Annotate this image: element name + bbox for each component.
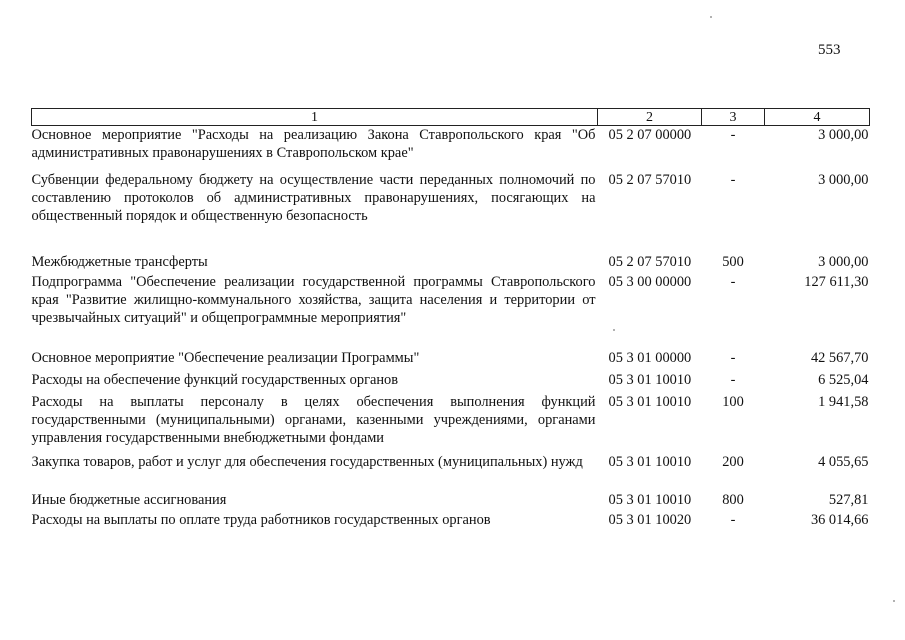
page-number: 553: [818, 42, 841, 58]
table-header: [32, 109, 870, 126]
table-body: [32, 126, 870, 532]
table-row: [32, 171, 870, 253]
row-type: -: [730, 127, 736, 143]
row-type: -: [730, 350, 736, 366]
row-sum: 6 525,04: [818, 372, 869, 388]
row-sum: 36 014,66: [810, 512, 869, 528]
row-code: 05 3 01 10010: [608, 492, 692, 508]
header-col-2: 2: [598, 109, 702, 126]
row-type: -: [730, 172, 736, 188]
row-sum: 127 611,30: [804, 274, 869, 290]
row-type: -: [730, 274, 736, 290]
table-row: [32, 491, 870, 511]
row-code: 05 3 01 10010: [608, 454, 692, 470]
row-name: Межбюджетные трансферты: [31, 254, 208, 270]
row-type: -: [730, 372, 736, 388]
row-type: 200: [722, 454, 744, 470]
row-sum: 3 000,00: [818, 172, 869, 188]
row-code: 05 3 01 00000: [608, 350, 692, 366]
row-name: Основное мероприятие "Расходы на реализацию Закона Ставропольского края "Об административных правонарушениях в Ставропольском крае": [31, 127, 596, 161]
row-name: Иные бюджетные ассигнования: [31, 492, 227, 508]
header-row: [32, 109, 870, 126]
scan-speck: [710, 16, 712, 18]
row-type: 100: [722, 394, 744, 410]
header-col-4: 4: [765, 109, 870, 126]
row-name: Расходы на выплаты по оплате труда работников государственных органов: [31, 512, 491, 528]
row-sum: 3 000,00: [818, 127, 869, 143]
table-row: [32, 453, 870, 491]
scan-speck: [893, 600, 895, 602]
row-sum: 527,81: [828, 492, 869, 508]
row-sum: 1 941,58: [818, 394, 869, 410]
row-code: 05 2 07 00000: [608, 127, 692, 143]
row-code: 05 3 00 00000: [608, 274, 692, 290]
row-sum: 42 567,70: [810, 350, 869, 366]
table-row: [32, 253, 870, 273]
row-code: 05 3 01 10020: [608, 512, 692, 528]
row-sum: 3 000,00: [818, 254, 869, 270]
row-name: Субвенции федеральному бюджету на осуществление части переданных полномочий по составлению протоколов об административных правонарушениях, посягающих на общественный порядок и общественную безопасность: [31, 172, 596, 224]
scan-speck: [613, 329, 615, 331]
row-type: 800: [722, 492, 744, 508]
row-name: Закупка товаров, работ и услуг для обеспечения государственных (муниципальных) нужд: [31, 454, 583, 470]
table-row: [32, 126, 870, 172]
row-type: 500: [722, 254, 744, 270]
table-row: [32, 349, 870, 371]
row-name: Подпрограмма "Обеспечение реализации государственной программы Ставропольского края "Развитие жилищно-коммунального хозяйства, защита населения и территории от чрезвычайных ситуаций" и общепрограммные мероприятия": [31, 274, 596, 326]
row-name: Расходы на выплаты персоналу в целях обеспечения выполнения функций государственными (муниципальными) органами, казенными учреждениями, органами управления государственными внебюджетными фондами: [31, 394, 596, 446]
table-row: [32, 393, 870, 453]
row-type: -: [730, 512, 736, 528]
header-col-1: 1: [32, 109, 598, 126]
row-code: 05 2 07 57010: [608, 254, 692, 270]
table-row: [32, 371, 870, 393]
budget-table: [31, 108, 870, 531]
table-row: [32, 511, 870, 531]
row-code: 05 2 07 57010: [608, 172, 692, 188]
table-row: [32, 273, 870, 349]
row-sum: 4 055,65: [818, 454, 869, 470]
row-name: Расходы на обеспечение функций государственных органов: [31, 372, 399, 388]
row-name: Основное мероприятие "Обеспечение реализации Программы": [31, 350, 420, 366]
row-code: 05 3 01 10010: [608, 394, 692, 410]
header-col-3: 3: [702, 109, 765, 126]
row-code: 05 3 01 10010: [608, 372, 692, 388]
